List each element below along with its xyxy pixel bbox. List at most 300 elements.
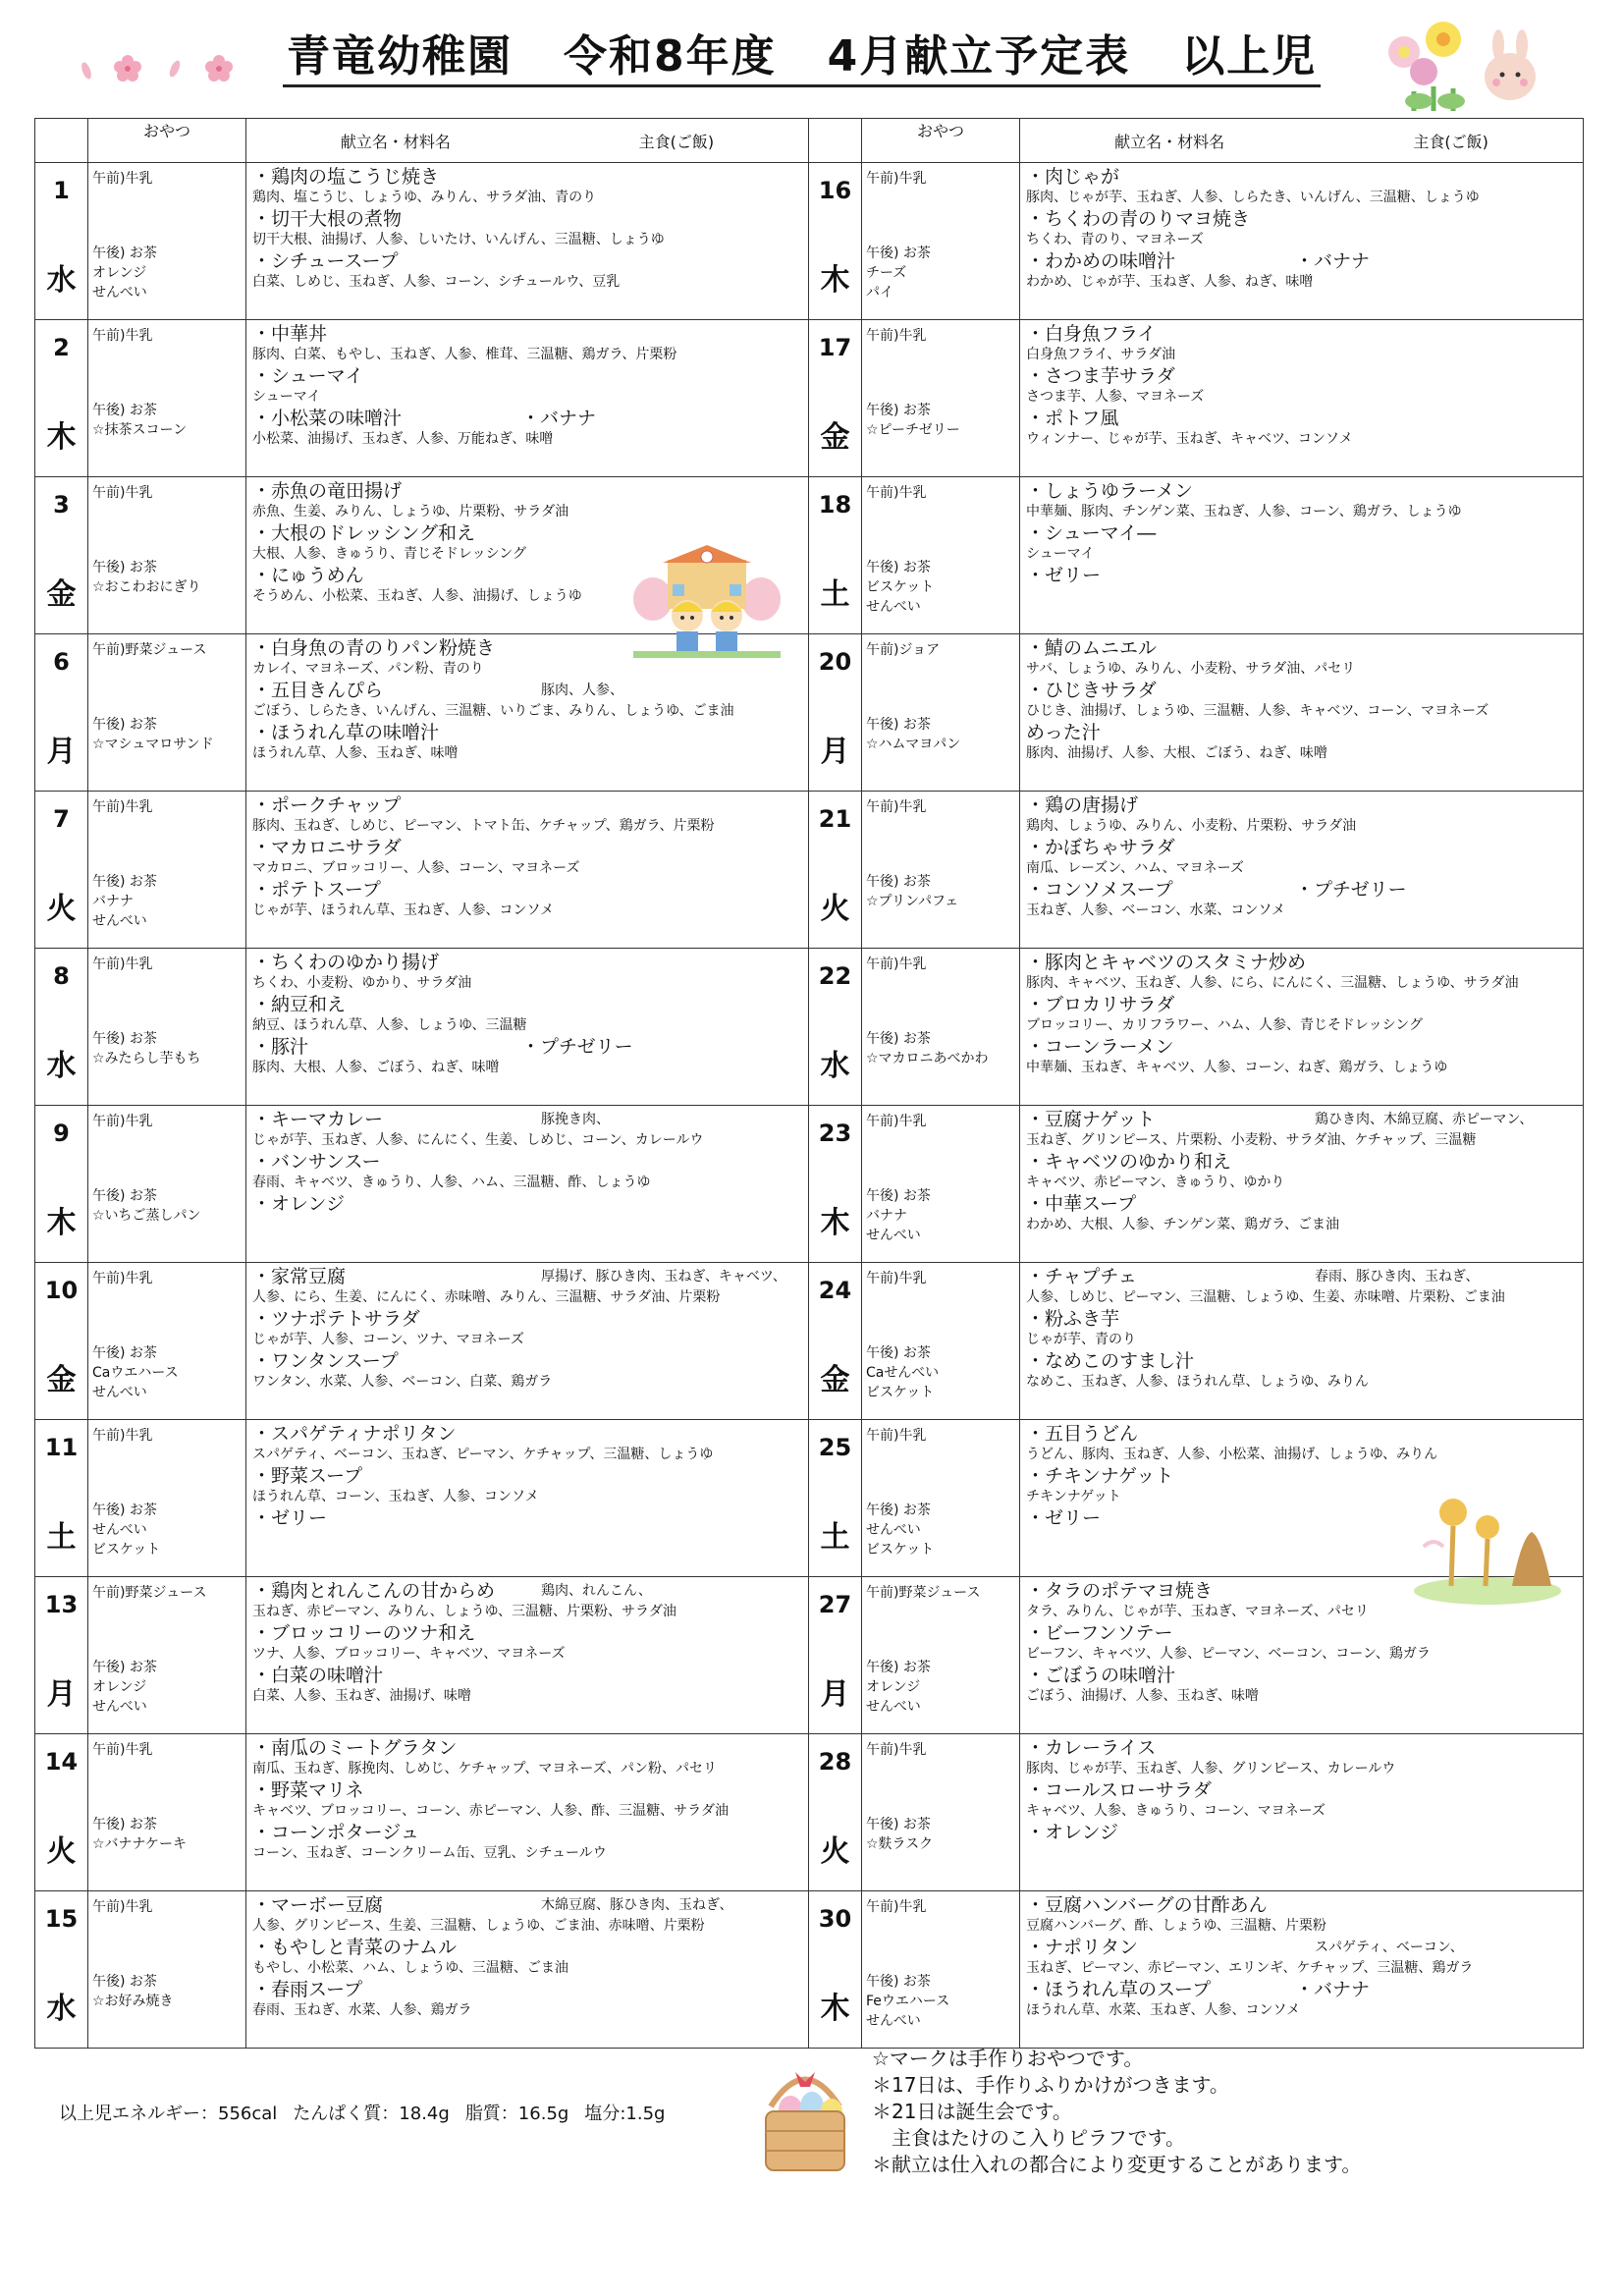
- ingredients: 豚肉、じゃが芋、玉ねぎ、人参、グリンピース、カレールウ: [1026, 1761, 1396, 1777]
- ingredients: 鶏肉、しょうゆ、みりん、小麦粉、片栗粉、サラダ油: [1026, 818, 1357, 834]
- pm-snack: 午後) お茶: [866, 1974, 931, 1990]
- dish-label: ・ポークチャップ: [252, 794, 402, 816]
- dish-extra: ・プチゼリー: [521, 1036, 633, 1058]
- dish-label: ・チキンナゲット: [1026, 1465, 1174, 1487]
- dish-label: ・シチュースープ: [252, 250, 399, 272]
- menu-cell: [246, 1891, 809, 2049]
- day-number: 10: [44, 1277, 79, 1304]
- ingredients: キャベツ、赤ピーマン、きゅうり、ゆかり: [1026, 1175, 1285, 1190]
- weekday: 火: [46, 892, 77, 926]
- dish-label: ・チャプチェ: [1026, 1266, 1137, 1287]
- ingredients: ほうれん草、コーン、玉ねぎ、人参、コンソメ: [252, 1489, 539, 1504]
- snack-cell: [88, 792, 246, 949]
- day-number: 25: [818, 1434, 852, 1461]
- dish-name: [1026, 836, 1577, 859]
- am-snack: 午前)牛乳: [92, 1428, 153, 1444]
- am-snack: 午前)野菜ジュース: [92, 1585, 207, 1601]
- day-number: 23: [818, 1120, 852, 1147]
- snack-cell: [88, 477, 246, 634]
- dish-name: [252, 207, 802, 231]
- pm-snack: 午後) お茶: [866, 1817, 931, 1832]
- header-staple-label: 主食(ご飯): [638, 132, 715, 151]
- dish-name: [1026, 1422, 1577, 1446]
- dish-name: [252, 1506, 802, 1530]
- dish-label: ・なめこのすまし汁: [1026, 1350, 1195, 1372]
- ingredients: 中華麺、玉ねぎ、キャベツ、人参、コーン、ねぎ、鶏ガラ、しょうゆ: [1026, 1060, 1448, 1075]
- dish-label: ・わかめの味噌汁: [1026, 250, 1176, 272]
- snack-cell: [88, 320, 246, 477]
- ingredients: もやし、小松菜、ハム、しょうゆ、三温糖、ごま油: [252, 1960, 568, 1976]
- pm-snack: ☆マカロニあべかわ: [866, 1051, 989, 1066]
- menu-cell: [246, 1577, 809, 1734]
- notes: [872, 2046, 1361, 2178]
- day-number: 24: [818, 1277, 852, 1304]
- dish-label: ・ちくわの青のりマヨ焼き: [1026, 208, 1251, 230]
- dish-label: ・ゼリー: [252, 1507, 328, 1529]
- snack-cell: [862, 477, 1020, 634]
- dish-extra: 豚挽き肉、: [541, 1112, 610, 1127]
- am-snack: 午前)牛乳: [92, 1899, 153, 1915]
- dish-label: ・粉ふき芋: [1026, 1308, 1120, 1330]
- dish-name: [252, 951, 802, 974]
- pm-snack: ビスケット: [866, 1542, 935, 1558]
- pm-snack: ☆麩ラスク: [866, 1836, 934, 1852]
- ingredients: [1026, 587, 1577, 606]
- dish-name: [252, 1307, 802, 1331]
- pm-snack: Caウエハース: [92, 1365, 179, 1381]
- dish-label: ・オレンジ: [252, 1193, 346, 1215]
- fiscal-year: 令和8年度: [564, 31, 777, 82]
- dish-label: ・ビーフンソテー: [1026, 1622, 1173, 1644]
- day-number: 2: [53, 334, 70, 361]
- pm-snack: せんべい: [92, 1699, 147, 1715]
- dish-extra: 豚肉、人参、: [541, 683, 623, 698]
- dish-label: ・ゼリー: [1026, 565, 1102, 586]
- dish-name: [1026, 407, 1577, 430]
- dish-label: ・キーマカレー: [252, 1109, 384, 1130]
- table-row: [35, 1106, 1584, 1263]
- dish-label: ・さつま芋サラダ: [1026, 365, 1175, 387]
- snack-cell: [88, 1420, 246, 1577]
- pm-snack: ☆おこわおにぎり: [92, 579, 201, 595]
- day-number: 28: [818, 1748, 852, 1776]
- ingredients: ほうれん草、人参、玉ねぎ、味噌: [252, 745, 459, 761]
- dish-label: ・豚汁: [252, 1036, 309, 1058]
- header-staple-label: 主食(ご飯): [1413, 132, 1488, 151]
- dish-name: [252, 993, 802, 1016]
- day-cell: [809, 949, 862, 1106]
- title-row: [0, 0, 1623, 108]
- menu-cell: [1020, 1891, 1584, 2049]
- pm-snack: 午後) お茶: [92, 246, 157, 261]
- day-cell: [35, 1734, 88, 1891]
- weekday: 月: [46, 735, 77, 769]
- pm-snack: 午後) お茶: [866, 874, 931, 890]
- ingredients: 豚肉、油揚げ、人参、大根、ごぼう、ねぎ、味噌: [1026, 745, 1327, 761]
- easter-basket-icon: [751, 2052, 859, 2180]
- pm-snack: ビスケット: [92, 1542, 161, 1558]
- ingredients: 赤魚、生姜、みりん、しょうゆ、片栗粉、サラダ油: [252, 504, 569, 519]
- dish-name: [252, 1664, 802, 1687]
- dish-name: [252, 793, 802, 817]
- day-number: 18: [818, 491, 852, 519]
- table-row: [35, 1420, 1584, 1577]
- dish-label: ・ゼリー: [1026, 1507, 1102, 1529]
- ingredients: 玉ねぎ、人参、ベーコン、水菜、コンソメ: [1026, 902, 1286, 918]
- ingredients: 白菜、人参、玉ねぎ、油揚げ、味噌: [252, 1688, 471, 1704]
- note-line: ＊21日は誕生会です。: [872, 2100, 1072, 2123]
- menu-cell: [246, 792, 809, 949]
- dish-name: [252, 322, 802, 346]
- menu-cell: [1020, 949, 1584, 1106]
- weekday: 月: [46, 1677, 77, 1712]
- header-menu: [246, 119, 809, 163]
- dish-name: [252, 1035, 802, 1059]
- ingredients: 玉ねぎ、グリンピース、片栗粉、小麦粉、サラダ油、ケチャップ、三温糖: [1026, 1132, 1477, 1148]
- day-cell: [809, 1734, 862, 1891]
- pm-snack: ☆マシュマロサンド: [92, 737, 214, 752]
- dish-label: ・もやしと青菜のナムル: [252, 1937, 458, 1958]
- dish-label: ・ポトフ風: [1026, 408, 1119, 429]
- dish-name: [252, 1422, 802, 1446]
- dish-label: ・にゅうめん: [252, 565, 364, 586]
- menu-cell: [1020, 1734, 1584, 1891]
- dish-name: [252, 1736, 802, 1760]
- dish-name: [252, 1349, 802, 1373]
- day-cell: [35, 949, 88, 1106]
- menu-cell: [246, 163, 809, 320]
- day-number: 21: [818, 805, 852, 833]
- dish-label: ・鯖のムニエル: [1026, 637, 1158, 659]
- day-cell: [809, 634, 862, 792]
- dish-label: ・白身魚の青のりパン粉焼き: [252, 637, 496, 659]
- dish-name: [1026, 1621, 1577, 1645]
- table-row: [35, 1577, 1584, 1734]
- day-number: 16: [818, 177, 852, 204]
- dish-name: [1026, 1307, 1577, 1331]
- pm-snack: 午後) お茶: [866, 403, 931, 418]
- snack-cell: [862, 320, 1020, 477]
- menu-cell: [246, 949, 809, 1106]
- day-cell: [809, 477, 862, 634]
- ingredients: そうめん、小松菜、玉ねぎ、人参、油揚げ、しょうゆ: [252, 588, 582, 604]
- dish-name: [1026, 165, 1577, 189]
- menu-cell: [1020, 320, 1584, 477]
- day-number: 6: [53, 648, 70, 676]
- day-number: 11: [44, 1434, 79, 1461]
- day-cell: [809, 1106, 862, 1263]
- table-row: [35, 634, 1584, 792]
- dish-label: ・春雨スープ: [252, 1979, 363, 2000]
- weekday: 月: [820, 1677, 850, 1712]
- snack-cell: [862, 163, 1020, 320]
- snack-cell: [862, 634, 1020, 792]
- table-row: [35, 792, 1584, 949]
- day-number: 3: [53, 491, 70, 519]
- day-cell: [35, 1891, 88, 2049]
- ingredients: ワンタン、水菜、人参、ベーコン、白菜、鶏ガラ: [252, 1374, 553, 1390]
- weekday: 水: [46, 1049, 77, 1083]
- ingredients: ちくわ、小麦粉、ゆかり、サラダ油: [252, 975, 472, 991]
- pm-snack: ビスケット: [866, 579, 935, 595]
- pm-snack: オレンジ: [92, 265, 147, 281]
- am-snack: 午前)牛乳: [866, 1271, 927, 1286]
- dish-name: [1026, 479, 1577, 503]
- pm-snack: オレンジ: [866, 1679, 921, 1695]
- ingredients: 豚肉、大根、人参、ごぼう、ねぎ、味噌: [252, 1060, 500, 1075]
- am-snack: 午前)牛乳: [92, 957, 153, 972]
- table-row: [35, 477, 1584, 634]
- ingredients: シューマイ: [252, 389, 321, 405]
- ingredients: タラ、みりん、じゃが芋、玉ねぎ、マヨネーズ、パセリ: [1026, 1604, 1369, 1619]
- weekday: 金: [820, 420, 850, 455]
- month-title: 4月献立予定表: [827, 31, 1131, 82]
- dish-name: [1026, 564, 1577, 587]
- dish-label: ・キャベツのゆかり和え: [1026, 1151, 1232, 1173]
- dish-label: ・赤魚の竜田揚げ: [252, 480, 403, 502]
- pm-snack: ☆みたらし芋もち: [92, 1051, 201, 1066]
- header-blank: [35, 119, 88, 163]
- dish-name: [252, 1621, 802, 1645]
- cherry-blossom-icon: [77, 49, 243, 88]
- note-line: ＊17日は、手作りふりかけがつきます。: [872, 2073, 1229, 2097]
- dish-label: ・オレンジ: [1026, 1822, 1119, 1843]
- dish-name: [1026, 1265, 1577, 1288]
- dish-extra: ・バナナ: [1295, 250, 1371, 272]
- dish-label: ・しょうゆラーメン: [1026, 480, 1194, 502]
- dish-extra: 鶏肉、れんこん、: [541, 1583, 652, 1599]
- snack-cell: [88, 1891, 246, 2049]
- table-row: [35, 949, 1584, 1106]
- header-menu: [1020, 119, 1584, 163]
- dish-label: ・白身魚フライ: [1026, 323, 1157, 345]
- table-row: [35, 163, 1584, 320]
- dish-label: ・豆腐ハンバーグの甘酢あん: [1026, 1894, 1268, 1916]
- day-cell: [35, 1577, 88, 1734]
- pm-snack: せんべい: [866, 2013, 921, 2029]
- dish-label: ・バンサンスー: [252, 1151, 381, 1173]
- ingredients: わかめ、じゃが芋、玉ねぎ、人参、ねぎ、味噌: [1026, 274, 1314, 290]
- dish-name: [1026, 1821, 1577, 1844]
- ingredients: ちくわ、青のり、マヨネーズ: [1026, 232, 1204, 247]
- am-snack: 午前)野菜ジュース: [866, 1585, 981, 1601]
- am-snack: 午前)牛乳: [866, 171, 927, 187]
- ingredients: うどん、豚肉、玉ねぎ、人参、小松菜、油揚げ、しょうゆ、みりん: [1026, 1447, 1438, 1462]
- dish-name: [252, 1821, 802, 1844]
- weekday: 土: [820, 577, 850, 612]
- dish-extra: ・バナナ: [1295, 1979, 1371, 2000]
- menu-cell: [1020, 1263, 1584, 1420]
- am-snack: 午前)牛乳: [866, 1742, 927, 1758]
- table-header: [35, 119, 1584, 163]
- dish-label: ・コンソメスープ: [1026, 879, 1173, 901]
- dish-name: [1026, 1150, 1577, 1174]
- day-number: 13: [44, 1591, 79, 1618]
- ingredients: 切干大根、油揚げ、人参、しいたけ、いんげん、三温糖、しょうゆ: [252, 232, 665, 247]
- dish-name: [1026, 1736, 1577, 1760]
- am-snack: 午前)牛乳: [92, 1742, 153, 1758]
- dish-name: [1026, 1778, 1577, 1802]
- note-line: ☆マークは手作りおやつです。: [872, 2047, 1144, 2070]
- menu-cell: [246, 1106, 809, 1263]
- ingredients: ツナ、人参、ブロッコリー、キャベツ、マヨネーズ: [252, 1646, 566, 1662]
- am-snack: 午前)牛乳: [92, 799, 153, 815]
- pm-snack: ☆ハムマヨパン: [866, 737, 961, 752]
- weekday: 火: [820, 1834, 850, 1869]
- dish-extra: 鶏ひき肉、木綿豆腐、赤ピーマン、: [1315, 1112, 1534, 1127]
- ingredients: カレイ、マヨネーズ、パン粉、青のり: [252, 661, 484, 677]
- snack-cell: [862, 792, 1020, 949]
- pm-snack: 午後) お茶: [866, 560, 931, 575]
- dish-name: [1026, 1108, 1577, 1131]
- dish-name: [252, 407, 802, 430]
- school-name: 青竜幼稚園: [287, 31, 513, 82]
- day-cell: [809, 320, 862, 477]
- dish-name: [1026, 207, 1577, 231]
- header-snack: おやつ: [862, 119, 1020, 163]
- weekday: 土: [820, 1520, 850, 1555]
- pm-snack: ☆お好み焼き: [92, 1994, 174, 2009]
- dish-label: ・ツナポテトサラダ: [252, 1308, 420, 1330]
- dish-name: [1026, 364, 1577, 388]
- am-snack: 午前)牛乳: [866, 485, 927, 501]
- am-snack: 午前)牛乳: [866, 1114, 927, 1129]
- ingredients: 南瓜、レーズン、ハム、マヨネーズ: [1026, 860, 1244, 876]
- weekday: 土: [46, 1520, 77, 1555]
- ingredients: 白菜、しめじ、玉ねぎ、人参、コーン、シチュールウ、豆乳: [252, 274, 621, 290]
- table-row: [35, 1891, 1584, 2049]
- ingredients: チキンナゲット: [1026, 1489, 1121, 1504]
- ingredients: [1026, 1844, 1577, 1863]
- dish-name: [252, 364, 802, 388]
- pm-snack: 午後) お茶: [92, 1974, 157, 1990]
- pm-snack: 午後) お茶: [92, 1031, 157, 1047]
- salt-value: 塩分:1.5g: [584, 2104, 666, 2124]
- am-snack: 午前)牛乳: [92, 1114, 153, 1129]
- dish-name: [252, 721, 802, 744]
- menu-cell: [1020, 163, 1584, 320]
- day-cell: [35, 163, 88, 320]
- snack-cell: [88, 163, 246, 320]
- pm-snack: ビスケット: [866, 1385, 935, 1400]
- ingredients: じゃが芋、ほうれん草、玉ねぎ、人参、コンソメ: [252, 902, 555, 918]
- weekday: 月: [820, 735, 850, 769]
- menu-cell: [246, 320, 809, 477]
- pm-snack: バナナ: [92, 894, 134, 909]
- dish-name: [252, 1150, 802, 1174]
- energy-value: 以上児エネルギー：556cal: [59, 2104, 278, 2124]
- am-snack: 午前)野菜ジュース: [92, 642, 207, 658]
- ingredients: サバ、しょうゆ、みりん、小麦粉、サラダ油、パセリ: [1026, 661, 1356, 677]
- dish-label: ・大根のドレッシング和え: [252, 522, 475, 544]
- dish-label: ・カレーライス: [1026, 1737, 1157, 1759]
- weekday: 水: [46, 1992, 77, 2026]
- dish-label: ・マカロニサラダ: [252, 837, 402, 858]
- ingredients: 春雨、玉ねぎ、水菜、人参、鶏ガラ: [252, 2002, 472, 2018]
- ingredients: ビーフン、キャベツ、人参、ピーマン、ベーコン、コーン、鶏ガラ: [1026, 1646, 1431, 1662]
- ingredients: 玉ねぎ、赤ピーマン、みりん、しょうゆ、三温糖、片栗粉、サラダ油: [252, 1604, 676, 1619]
- ingredients: マカロニ、ブロッコリー、人参、コーン、マヨネーズ: [252, 860, 580, 876]
- ingredients: 玉ねぎ、ピーマン、赤ピーマン、エリンギ、ケチャップ、三温糖、鶏ガラ: [1026, 1960, 1474, 1976]
- dish-name: [252, 479, 802, 503]
- dish-label: ・豚肉とキャベツのスタミナ炒め: [1026, 952, 1307, 973]
- menu-cell: [246, 1420, 809, 1577]
- day-cell: [809, 163, 862, 320]
- day-number: 8: [53, 962, 70, 990]
- dish-label: ・五目きんぴら: [252, 680, 384, 701]
- day-cell: [35, 1420, 88, 1577]
- grade-label: 以上児: [1181, 31, 1318, 82]
- dish-name: [1026, 951, 1577, 974]
- snack-cell: [88, 1577, 246, 1734]
- day-number: 9: [53, 1120, 70, 1147]
- dish-label: ・中華丼: [252, 323, 328, 345]
- dish-label: ・家常豆腐: [252, 1266, 347, 1287]
- pm-snack: Caせんべい: [866, 1365, 940, 1381]
- pm-snack: バナナ: [866, 1208, 907, 1224]
- ingredients: 納豆、ほうれん草、人参、しょうゆ、三温糖: [252, 1017, 527, 1033]
- pm-snack: せんべい: [92, 1385, 147, 1400]
- am-snack: 午前)ジョア: [866, 642, 941, 658]
- dish-extra: 春雨、豚ひき肉、玉ねぎ、: [1315, 1269, 1480, 1285]
- dish-name: [1026, 679, 1577, 702]
- snack-cell: [862, 949, 1020, 1106]
- bamboo-shoot-icon: [1414, 1488, 1561, 1606]
- table-row: [35, 320, 1584, 477]
- dish-name: [1026, 1664, 1577, 1687]
- pm-snack: 午後) お茶: [866, 717, 931, 733]
- ingredients: じゃが芋、玉ねぎ、人参、にんにく、生姜、しめじ、コーン、カレールウ: [252, 1132, 704, 1148]
- weekday: 金: [46, 577, 77, 612]
- dish-label: ・かぼちゃサラダ: [1026, 837, 1175, 858]
- dish-extra: 厚揚げ、豚ひき肉、玉ねぎ、キャベツ、: [541, 1269, 786, 1285]
- page-title: [283, 29, 1321, 87]
- menu-cell: [1020, 477, 1584, 634]
- ingredients: コーン、玉ねぎ、コーンクリーム缶、豆乳、シチュールウ: [252, 1845, 607, 1861]
- dish-name: [252, 1778, 802, 1802]
- dish-label: ・小松菜の味噌汁: [252, 408, 403, 429]
- dish-label: ・白菜の味噌汁: [252, 1665, 384, 1686]
- dish-label: ・ワンタンスープ: [252, 1350, 399, 1372]
- day-number: 20: [818, 648, 852, 676]
- dish-name: [252, 1464, 802, 1488]
- snack-cell: [862, 1263, 1020, 1420]
- day-cell: [809, 1577, 862, 1734]
- day-cell: [35, 1106, 88, 1263]
- pm-snack: ☆いちご蒸しパン: [92, 1208, 201, 1224]
- snack-cell: [862, 1106, 1020, 1263]
- dish-name: [252, 1192, 802, 1216]
- dish-label: ・シューマイ―: [1026, 522, 1157, 544]
- day-number: 22: [818, 962, 852, 990]
- weekday: 金: [46, 1363, 77, 1397]
- ingredients: ウィンナー、じゃが芋、玉ねぎ、キャベツ、コンソメ: [1026, 431, 1353, 447]
- pm-snack: 午後) お茶: [92, 1188, 157, 1204]
- ingredients: 白身魚フライ、サラダ油: [1026, 347, 1176, 362]
- pm-snack: 午後) お茶: [866, 1345, 931, 1361]
- dish-label: ・シューマイ: [252, 365, 364, 387]
- nutrition-footer: [59, 2100, 680, 2125]
- weekday: 火: [46, 1834, 77, 1869]
- ingredients: さつま芋、人参、マヨネーズ: [1026, 389, 1205, 405]
- pm-snack: 午後) お茶: [866, 1188, 931, 1204]
- dish-name: [1026, 521, 1577, 545]
- pm-snack: ☆ピーチゼリー: [866, 422, 960, 438]
- menu-cell: [1020, 792, 1584, 949]
- ingredients: [252, 1530, 802, 1549]
- weekday: 木: [820, 1992, 850, 2026]
- dish-name: [1026, 993, 1577, 1016]
